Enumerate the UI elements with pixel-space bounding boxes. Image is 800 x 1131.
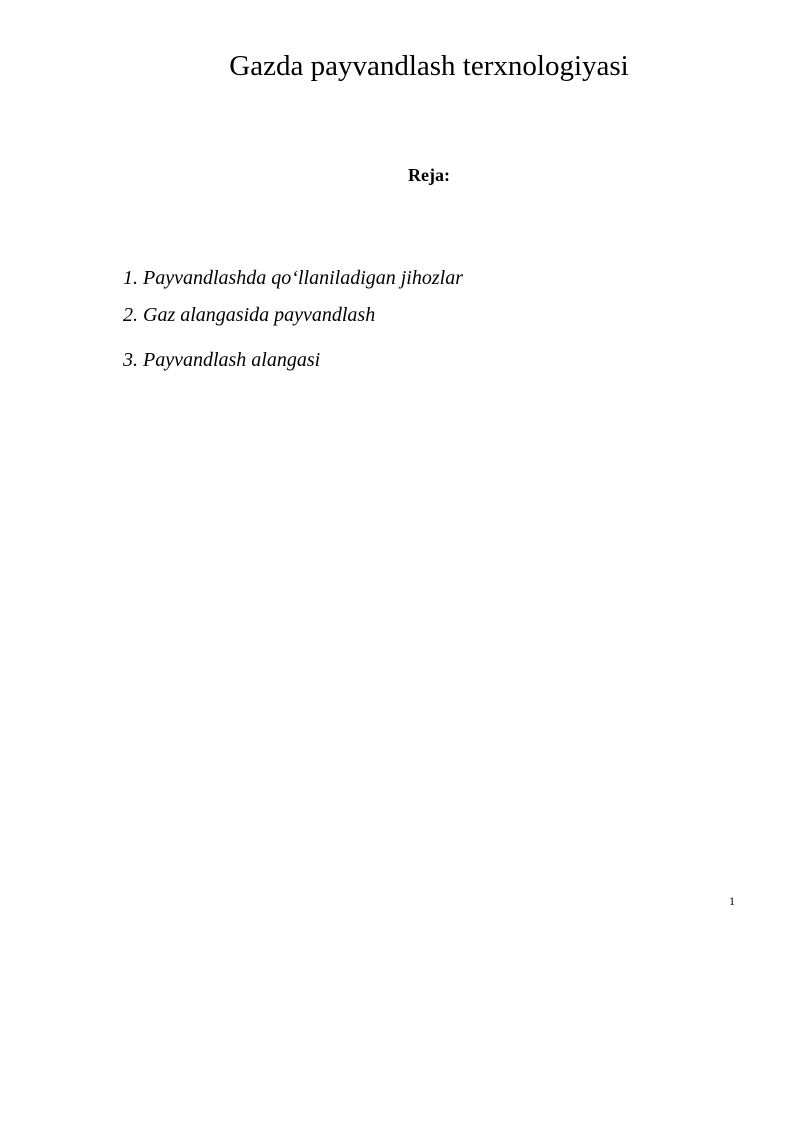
page-number: 1 [729, 894, 735, 908]
document-title: Gazda payvandlash terxnologiyasi [229, 50, 629, 82]
plan-heading: Reja: [408, 165, 450, 185]
plan-item-2: 2. Gaz alangasida payvandlash [123, 304, 376, 326]
plan-item-3: 3. Payvandlash alangasi [123, 349, 321, 371]
plan-item-1: 1. Payvandlashda qo‘llaniladigan jihozlar [123, 267, 463, 289]
